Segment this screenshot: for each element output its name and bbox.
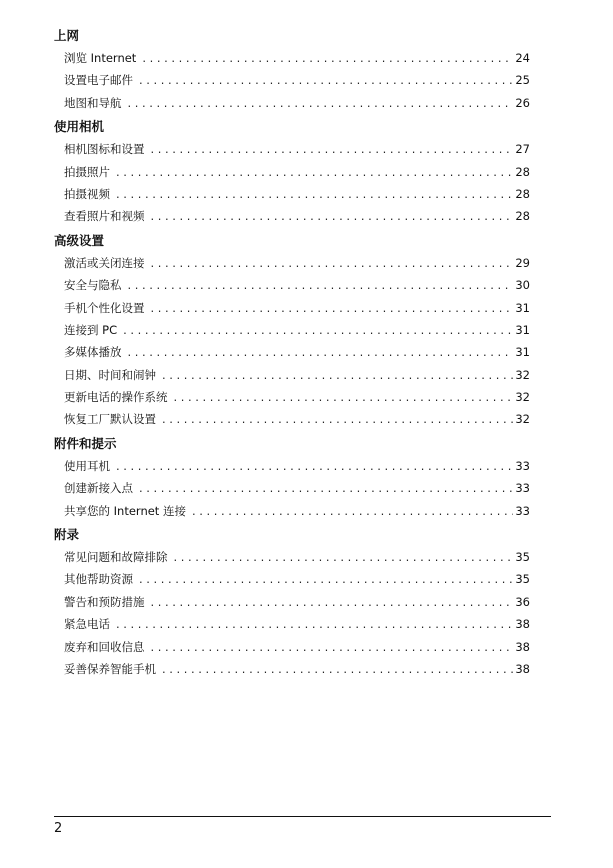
toc-entry-label: 连接到 PC: [64, 322, 118, 337]
dot-leader: [162, 364, 513, 386]
toc-entry-label: 安全与隐私: [64, 278, 122, 293]
toc-entry[interactable]: [54, 92, 530, 114]
toc-entry-page-number: 25: [515, 73, 530, 88]
toc-entry-page-number: 38: [515, 661, 530, 676]
toc-entry-label: 手机个性化设置: [64, 300, 145, 315]
toc-entry-page-number: 28: [515, 164, 530, 179]
toc-entry-page-number: 32: [515, 390, 530, 405]
toc-entry-page-number: 38: [515, 617, 530, 632]
toc-entry-label: 激活或关闭连接: [64, 255, 145, 270]
dot-leader: [162, 658, 513, 680]
toc-entry[interactable]: [54, 408, 530, 430]
toc-entry[interactable]: [54, 455, 530, 477]
toc-entry-label: 创建新接入点: [64, 481, 133, 496]
toc-entry-label: 相机图标和设置: [64, 142, 145, 157]
dot-leader: [151, 205, 514, 227]
toc-entry-page-number: 31: [515, 300, 530, 315]
dot-leader: [116, 455, 513, 477]
toc-entry[interactable]: [54, 546, 530, 568]
dot-leader: [139, 477, 513, 499]
toc-entry[interactable]: [54, 161, 530, 183]
toc-entry-page-number: 28: [515, 209, 530, 224]
toc-entry-label: 更新电话的操作系统: [64, 390, 168, 405]
dot-leader: [139, 568, 513, 590]
page-number: 2: [54, 821, 63, 836]
toc-entry-label: 共享您的 Internet 连接: [64, 503, 186, 518]
toc-entry-page-number: 31: [515, 322, 530, 337]
toc-entry-page-number: 35: [515, 550, 530, 565]
toc-entry-page-number: 28: [515, 186, 530, 201]
toc-entry-page-number: 26: [515, 95, 530, 110]
toc-section: [54, 231, 530, 431]
table-of-contents: [54, 26, 530, 680]
toc-entry-label: 设置电子邮件: [64, 73, 133, 88]
section-title: 使用相机: [54, 119, 105, 135]
toc-section: [54, 525, 530, 680]
dot-leader: [151, 636, 514, 658]
toc-entry[interactable]: [54, 568, 530, 590]
dot-leader: [162, 408, 513, 430]
toc-entry[interactable]: [54, 477, 530, 499]
toc-entry[interactable]: [54, 613, 530, 635]
toc-entry-page-number: 24: [515, 51, 530, 65]
toc-entry-page-number: 30: [515, 278, 530, 293]
dot-leader: [116, 183, 513, 205]
toc-entry[interactable]: [54, 138, 530, 160]
toc-entry-label: 拍摄视频: [64, 186, 110, 201]
toc-entry[interactable]: [54, 252, 530, 274]
toc-entry[interactable]: [54, 319, 530, 341]
toc-entry-label: 拍摄照片: [64, 164, 110, 179]
toc-section: [54, 434, 530, 522]
toc-entry[interactable]: [54, 591, 530, 613]
toc-entry[interactable]: [54, 636, 530, 658]
toc-entry-label: 查看照片和视频: [64, 209, 145, 224]
section-title: 上网: [54, 28, 80, 43]
dot-leader: [151, 297, 514, 319]
section-title: 附录: [54, 527, 80, 543]
dot-leader: [174, 546, 514, 568]
toc-entry[interactable]: [54, 658, 530, 680]
dot-leader: [192, 500, 513, 522]
toc-entry-label: 废弃和回收信息: [64, 639, 145, 654]
toc-entry-label: 常见问题和故障排除: [64, 550, 168, 565]
toc-entry-label: 使用耳机: [64, 458, 110, 473]
toc-entry-page-number: 36: [515, 594, 530, 609]
toc-entry[interactable]: [54, 69, 530, 91]
toc-entry-page-number: 35: [515, 572, 530, 587]
toc-entry-label: 恢复工厂默认设置: [64, 412, 156, 427]
dot-leader: [139, 69, 513, 91]
dot-leader: [174, 386, 514, 408]
toc-entry[interactable]: [54, 297, 530, 319]
toc-entry-page-number: 33: [515, 503, 530, 518]
toc-entry-page-number: 27: [515, 142, 530, 157]
toc-entry-label: 日期、时间和闹钟: [64, 367, 156, 382]
toc-entry[interactable]: [54, 183, 530, 205]
toc-entry-label: 地图和导航: [64, 95, 122, 110]
toc-entry-page-number: 32: [515, 367, 530, 382]
toc-section: [54, 26, 530, 114]
toc-entry[interactable]: [54, 47, 530, 69]
toc-entry[interactable]: [54, 274, 530, 296]
toc-entry-label: 妥善保养智能手机: [64, 661, 156, 676]
toc-entry[interactable]: [54, 364, 530, 386]
toc-entry[interactable]: [54, 386, 530, 408]
toc-entry-page-number: 33: [515, 481, 530, 496]
toc-entry-label: 其他帮助资源: [64, 572, 133, 587]
section-title: 附件和提示: [54, 435, 117, 451]
toc-entry-label: 多媒体播放: [64, 345, 122, 360]
dot-leader: [151, 591, 514, 613]
toc-entry-label: 浏览 Internet: [64, 51, 137, 65]
toc-entry-label: 警告和预防措施: [64, 594, 145, 609]
footer-divider: [54, 816, 551, 817]
toc-entry-page-number: 31: [515, 345, 530, 360]
dot-leader: [116, 161, 513, 183]
dot-leader: [151, 138, 514, 160]
dot-leader: [123, 319, 513, 341]
toc-entry-page-number: 33: [515, 458, 530, 473]
toc-entry[interactable]: [54, 341, 530, 363]
toc-entry-page-number: 38: [515, 639, 530, 654]
toc-entry-page-number: 32: [515, 412, 530, 427]
toc-entry-label: 紧急电话: [64, 617, 110, 632]
toc-entry[interactable]: [54, 500, 530, 522]
toc-entry-page-number: 29: [515, 255, 530, 270]
dot-leader: [128, 341, 514, 363]
toc-entry[interactable]: [54, 205, 530, 227]
dot-leader: [128, 92, 514, 114]
dot-leader: [128, 274, 514, 296]
dot-leader: [116, 613, 513, 635]
dot-leader: [142, 47, 513, 69]
dot-leader: [151, 252, 514, 274]
section-title: 高级设置: [54, 232, 105, 248]
toc-section: [54, 117, 530, 228]
